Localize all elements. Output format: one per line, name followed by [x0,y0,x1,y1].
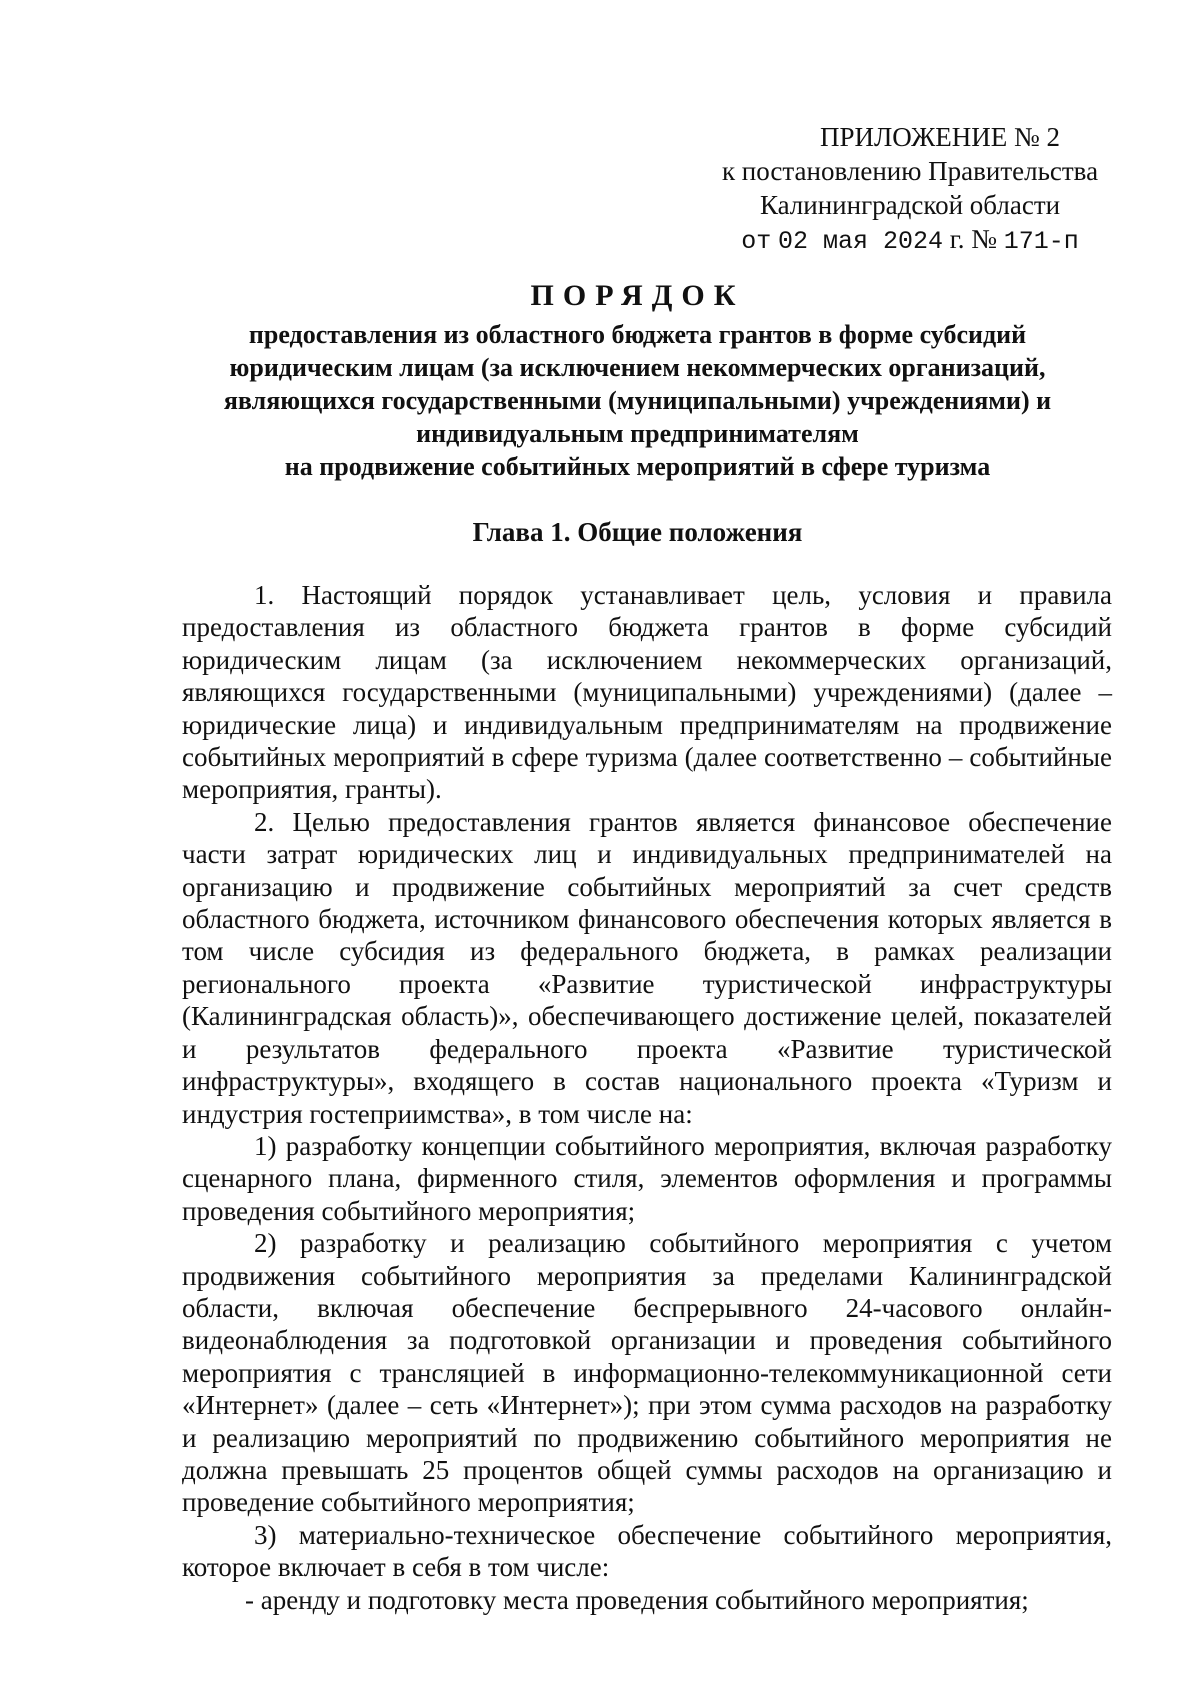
list-item-2: 2) разработку и реализацию событийного мероприятия с учетом продвижения событийного мероприятия за пределами Калининградской области, включая обеспечение беспрерывного 24-часового онлайн-видеонаблюдения за подготовкой организации и проведения событийного мероприятия с трансляцией в информационно-телекоммуникационной сети «Интернет» (далее – сеть «Интернет»); при этом сумма расходов на разработку и реализацию мероприятий по продвижению событийного мероприятия не должна превышать 25 процентов общей суммы расходов на организацию и проведение событийного мероприятия; [182,1228,1112,1518]
appendix-date-line [700,222,1120,259]
subtitle-line: являющихся государственными (муниципальными) учреждениями) и [223,386,1052,415]
date-suffix: г. № [949,224,998,254]
document-title: ПОРЯДОК [530,279,745,312]
title-block [160,278,1115,483]
subtitle-line: на продвижение событийных мероприятий в сфере туризма [284,452,991,481]
paragraph-2: 2. Целью предоставления грантов является финансовое обеспечение части затрат юридических лиц и индивидуальных предпринимателей на организацию и продвижение событийных мероприятий за счет средств областного бюджета, источником финансового обеспечения которых является в том числе субсидия из федерального бюджета, в рамках реализации регионального проекта «Развитие туристической инфраструктуры (Калининградская область)», обеспечивающего достижение целей, показателей и результатов федерального проекта «Развитие туристической инфраструктуры», входящего в состав национального проекта «Туризм и индустрия гостеприимства», в том числе на: [182,806,1112,1129]
paragraph-1: 1. Настоящий порядок устанавливает цель, условия и правила предоставления из областного бюджета грантов в форме субсидий юридическим лицам (за исключением некоммерческих организаций, являющихся государственными (муниципальными) учреждениями) (далее – юридические лица) и индивидуальным предпринимателям на продвижение событийных мероприятий в сфере туризма (далее соответственно – событийные мероприятия, гранты). [182,580,1112,805]
list-item-1: 1) разработку концепции событийного мероприятия, включая разработку сценарного плана, фирменного стиля, элементов оформления и программы проведения событийного мероприятия; [182,1130,1112,1226]
appendix-title: ПРИЛОЖЕНИЕ № 2 [819,122,1061,152]
document-number: 171-п [1003,227,1079,256]
dash-item: - аренду и подготовку места проведения событийного мероприятия; [245,1584,1029,1615]
date-value: 02 мая 2024 [777,227,943,256]
subtitle-line: предоставления из областного бюджета грантов в форме субсидий [248,320,1027,349]
appendix-reference: к постановлению Правительства [721,156,1099,186]
appendix-region: Калининградской области [759,190,1061,220]
appendix-block [700,120,1120,259]
body-text [182,579,1112,1616]
subtitle-line: индивидуальным предпринимателям [416,419,859,448]
date-prefix: от [741,227,772,256]
chapter-heading: Глава 1. Общие положения [472,517,803,547]
list-item-3: 3) материально-техническое обеспечение событийного мероприятия, которое включает в себя в том числе: [182,1519,1112,1583]
subtitle-line: юридическим лицам (за исключением некоммерческих организаций, [229,353,1046,382]
